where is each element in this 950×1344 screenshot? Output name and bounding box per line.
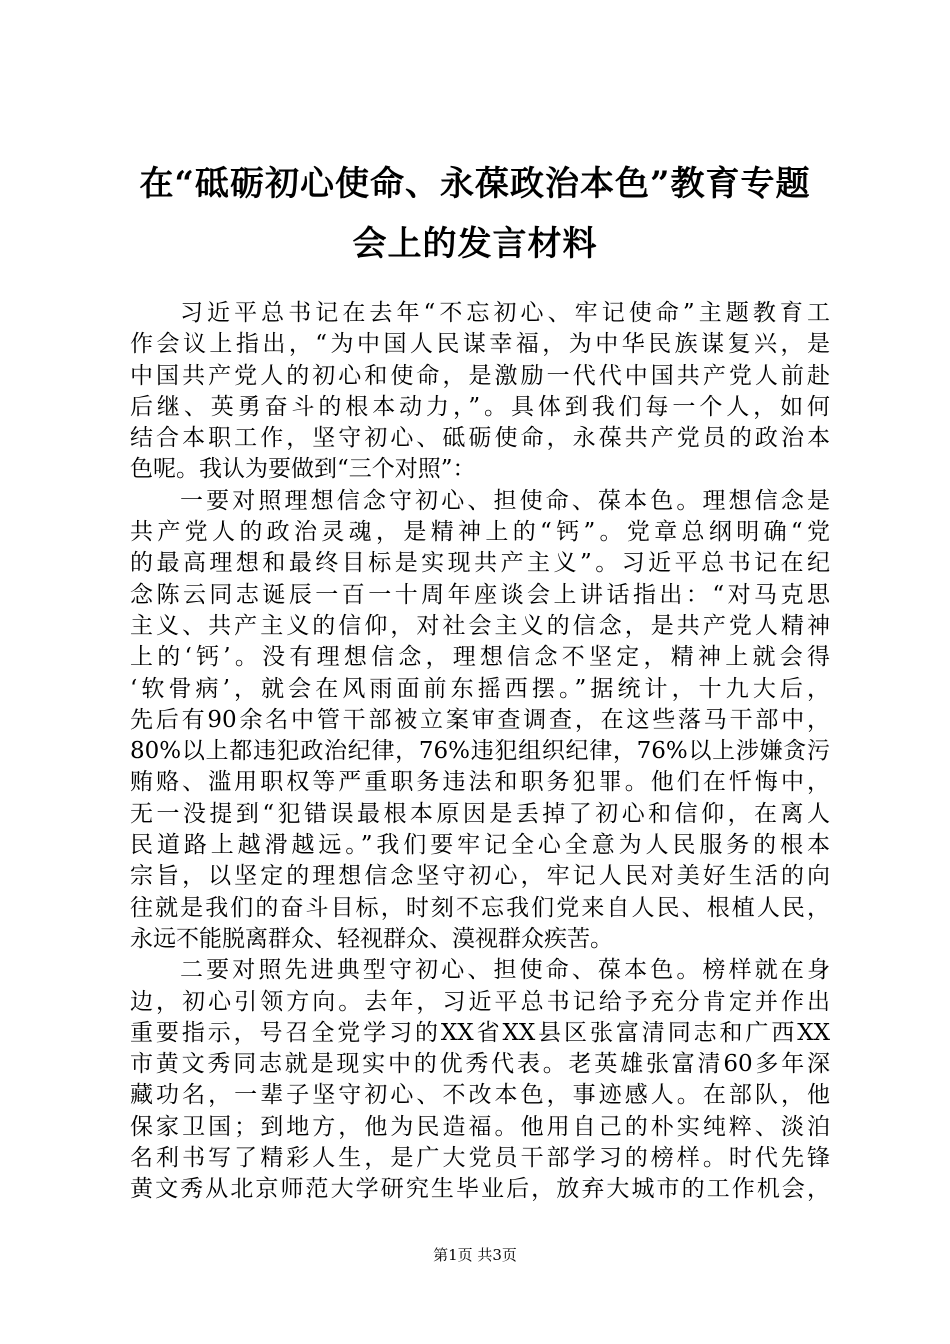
- text-line: 保家卫国；到地方，他为民造福。他用自己的朴实纯粹、淡泊: [130, 1113, 830, 1140]
- text-line: 作会议上指出，“为中国人民谋幸福，为中华民族谋复兴，是: [130, 331, 830, 358]
- text-line: 黄文秀从北京师范大学研究生毕业后，放弃大城市的工作机会，: [130, 1176, 830, 1203]
- text-line: 贿赂、滥用职权等严重职务违法和职务犯罪。他们在忏悔中，: [130, 769, 830, 796]
- text-line: 永远不能脱离群众、轻视群众、漠视群众疾苦。: [130, 925, 613, 952]
- text-line: 的最高理想和最终目标是实现共产主义”。习近平总书记在纪: [130, 550, 830, 577]
- text-line: 结合本职工作，坚守初心、砥砺使命，永葆共产党员的政治本: [130, 425, 830, 452]
- text-line: 中国共产党人的初心和使命，是激励一代代中国共产党人前赴: [130, 362, 830, 389]
- text-line: 念陈云同志诞辰一百一十周年座谈会上讲话指出：“对马克思: [130, 581, 830, 608]
- text-line: 共产党人的政治灵魂，是精神上的“钙”。党章总纲明确“党: [130, 519, 830, 546]
- text-line: 色呢。我认为要做到“三个对照”：: [130, 456, 476, 483]
- text-line: 民道路上越滑越远。”我们要牢记全心全意为人民服务的根本: [130, 832, 830, 859]
- text-line: 上的‘钙’。没有理想信念，理想信念不坚定，精神上就会得: [130, 644, 830, 671]
- text-line: 习近平总书记在去年“不忘初心、牢记使命”主题教育工: [180, 300, 830, 326]
- text-line: 先后有90余名中管干部被立案审查调查，在这些落马干部中，: [130, 706, 830, 733]
- text-line: 主义、共产主义的信仰，对社会主义的信念，是共产党人精神: [130, 612, 830, 639]
- page-number-footer: 第1页 共3页: [433, 1246, 517, 1264]
- text-line: 无一没提到“犯错误最根本原因是丢掉了初心和信仰，在离人: [130, 800, 830, 827]
- text-line: 重要指示，号召全党学习的XX省XX县区张富清同志和广西XX: [130, 1019, 830, 1046]
- text-line: 一要对照理想信念守初心、担使命、葆本色。理想信念是: [180, 487, 830, 514]
- text-line: 二要对照先进典型守初心、担使命、葆本色。榜样就在身: [180, 957, 830, 984]
- text-line: 边，初心引领方向。去年，习近平总书记给予充分肯定并作出: [130, 988, 830, 1015]
- text-line: 往就是我们的奋斗目标，时刻不忘我们党来自人民、根植人民，: [130, 894, 830, 921]
- text-line: 80%以上都违犯政治纪律，76%违犯组织纪律，76%以上涉嫌贪污: [130, 738, 830, 765]
- text-line: 名利书写了精彩人生，是广大党员干部学习的榜样。时代先锋: [130, 1145, 830, 1172]
- document-body: [130, 298, 830, 1206]
- text-line: ‘软骨病’，就会在风雨面前东摇西摆。”据统计，十九大后，: [130, 675, 830, 702]
- document-title-line-1: 在“砥砺初心使命、永葆政治本色”教育专题: [139, 164, 811, 204]
- text-line: 藏功名，一辈子坚守初心、不改本色，事迹感人。在部队，他: [130, 1082, 830, 1109]
- document-title-line-2: 会上的发言材料: [352, 224, 598, 264]
- text-line: 宗旨，以坚定的理想信念坚守初心，牢记人民对美好生活的向: [130, 863, 830, 890]
- text-line: 后继、英勇奋斗的根本动力，”。具体到我们每一个人，如何: [130, 393, 830, 420]
- text-line: 市黄文秀同志就是现实中的优秀代表。老英雄张富清60多年深: [130, 1051, 830, 1078]
